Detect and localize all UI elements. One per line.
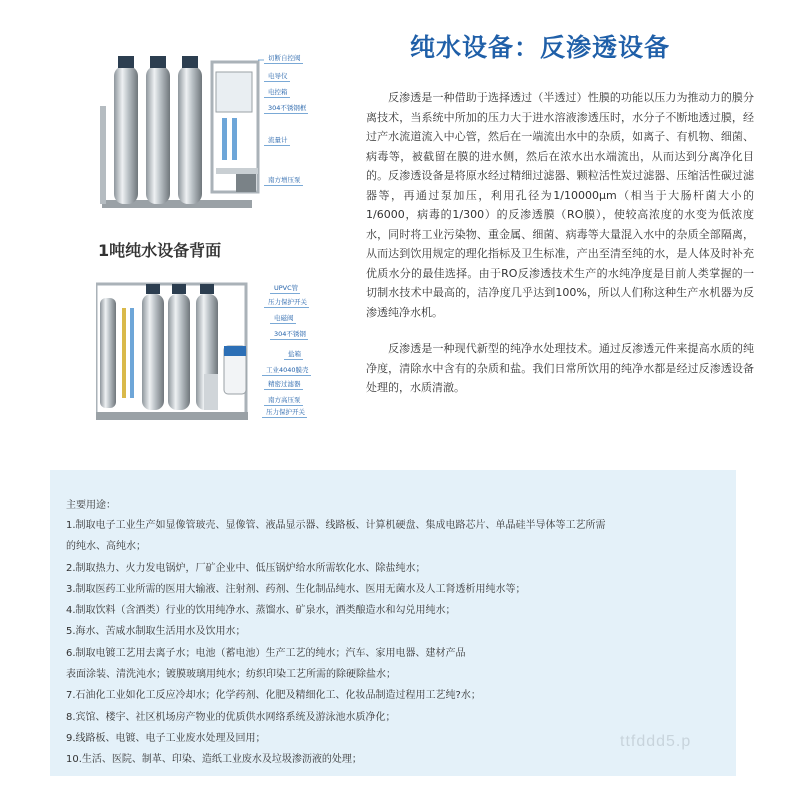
back-label: 南方高压泵 [264,396,303,406]
back-label: 304不锈钢 [270,330,308,340]
front-label: 南方增压泵 [264,176,303,186]
back-label: 压力保护开关 [264,298,309,308]
back-label: UPVC管 [270,284,300,294]
list-item: 6.制取电镀工艺用去离子水；电池（蓄电池）生产工艺的纯水；汽车、家用电器、建材产品 [66,647,466,659]
front-label: 电控箱 [264,88,290,98]
uses-title: 主要用途： [66,500,116,511]
list-item: 的纯水、高纯水； [66,541,146,553]
list-item: 4.制取饮料（含酒类）行业的饮用纯净水、蒸馏水、矿泉水，酒类酿造水和勾兑用纯水； [66,605,456,617]
back-label: 盐箱 [284,350,303,360]
image-caption: 1吨纯水设备背面 [98,241,222,260]
list-item: 5.海水、苦咸水制取生活用水及饮用水； [66,626,246,638]
front-label: 流量计 [264,136,290,146]
back-label: 电磁阀 [270,314,296,324]
list-item: 7.石油化工业如化工反应冷却水；化学药剂、化肥及精细化工、化妆品制造过程用工艺纯?水； [66,690,481,702]
list-item: 1.制取电子工业生产如显像管玻壳、显像管、液晶显示器、线路板、计算机硬盘、集成电路芯片、单晶硅半导体等工艺所需 [66,520,606,531]
page-title: 纯水设备：反渗透设备 [410,33,671,62]
intro-paragraph-1: 反渗透是一种借助于选择透过（半透过）性膜的功能以压力为推动力的膜分离技术，当系统中所加的压力大于进水溶液渗透压时，水分子不断地透过膜，经过产水流道流入中心管，然后在一端流出水中的杂质，如离子、有机物、细菌、病毒等，被截留在膜的进水侧，然后在浓水出水端流出，从而达到分离净化目的。反渗透设备是将原水经过精细过滤器、颗粒活性炭过滤器、压缩活性碳过滤器等，再通过泵加压，利用孔径为1/10000μm（相当于大肠杆菌大小的1/6000，病毒的1/300）的反渗透膜（RO膜），使较高浓度的水变为低浓度水，同时将工业污染物、重金属、细菌、病毒等大量混入水中的杂质全部隔离，从而达到饮用规定的理化指标及卫生标准，产出至清至纯的水，是人体及时补充优质水分的最佳选择。由于RO反渗透技术生产的水纯净度是目前人类掌握的一切制水技术中最高的，洁净度几乎达到100%，所以人们称这种生产水机器为反渗透纯净水机。 [366,91,754,319]
front-label: 304不锈钢框 [264,104,308,114]
back-label: 压力保护开关 [262,408,307,418]
list-item: 表面涂装、清洗沌水；镀膜玻璃用纯水；纺织印染工艺所需的除硬除盐水； [66,669,396,681]
front-label: 电导仪 [264,72,290,82]
list-item: 3.制取医药工业所需的医用大输液、注射剂、药剂、生化制品纯水、医用无菌水及人工肾透析用纯水等； [66,583,526,595]
intro-paragraph-2: 反渗透是一种现代新型的纯净水处理技术。通过反渗透元件来提高水质的纯净度，清除水中含有的杂质和盐。我们日常所饮用的纯净水都是经过反渗透设备处理的，水质清澈。 [366,342,754,394]
list-item: 2.制取热力、火力发电锅炉，厂矿企业中、低压锅炉给水所需软化水、除盐纯水； [66,562,426,574]
front-label: 切断自控阀 [264,54,303,64]
watermark: ttfddd5.p [620,733,692,750]
back-label: 精密过滤器 [264,380,303,390]
list-item: 8.宾馆、楼宇、社区机场房产物业的优质供水网络系统及游泳池水质净化； [66,711,396,723]
list-item: 10.生活、医院、制革、印染、造纸工业废水及垃圾渗沥液的处理； [66,754,362,766]
back-label: 工业4040膜壳 [262,366,311,376]
list-item: 9.线路板、电镀、电子工业废水处理及回用； [66,732,266,744]
